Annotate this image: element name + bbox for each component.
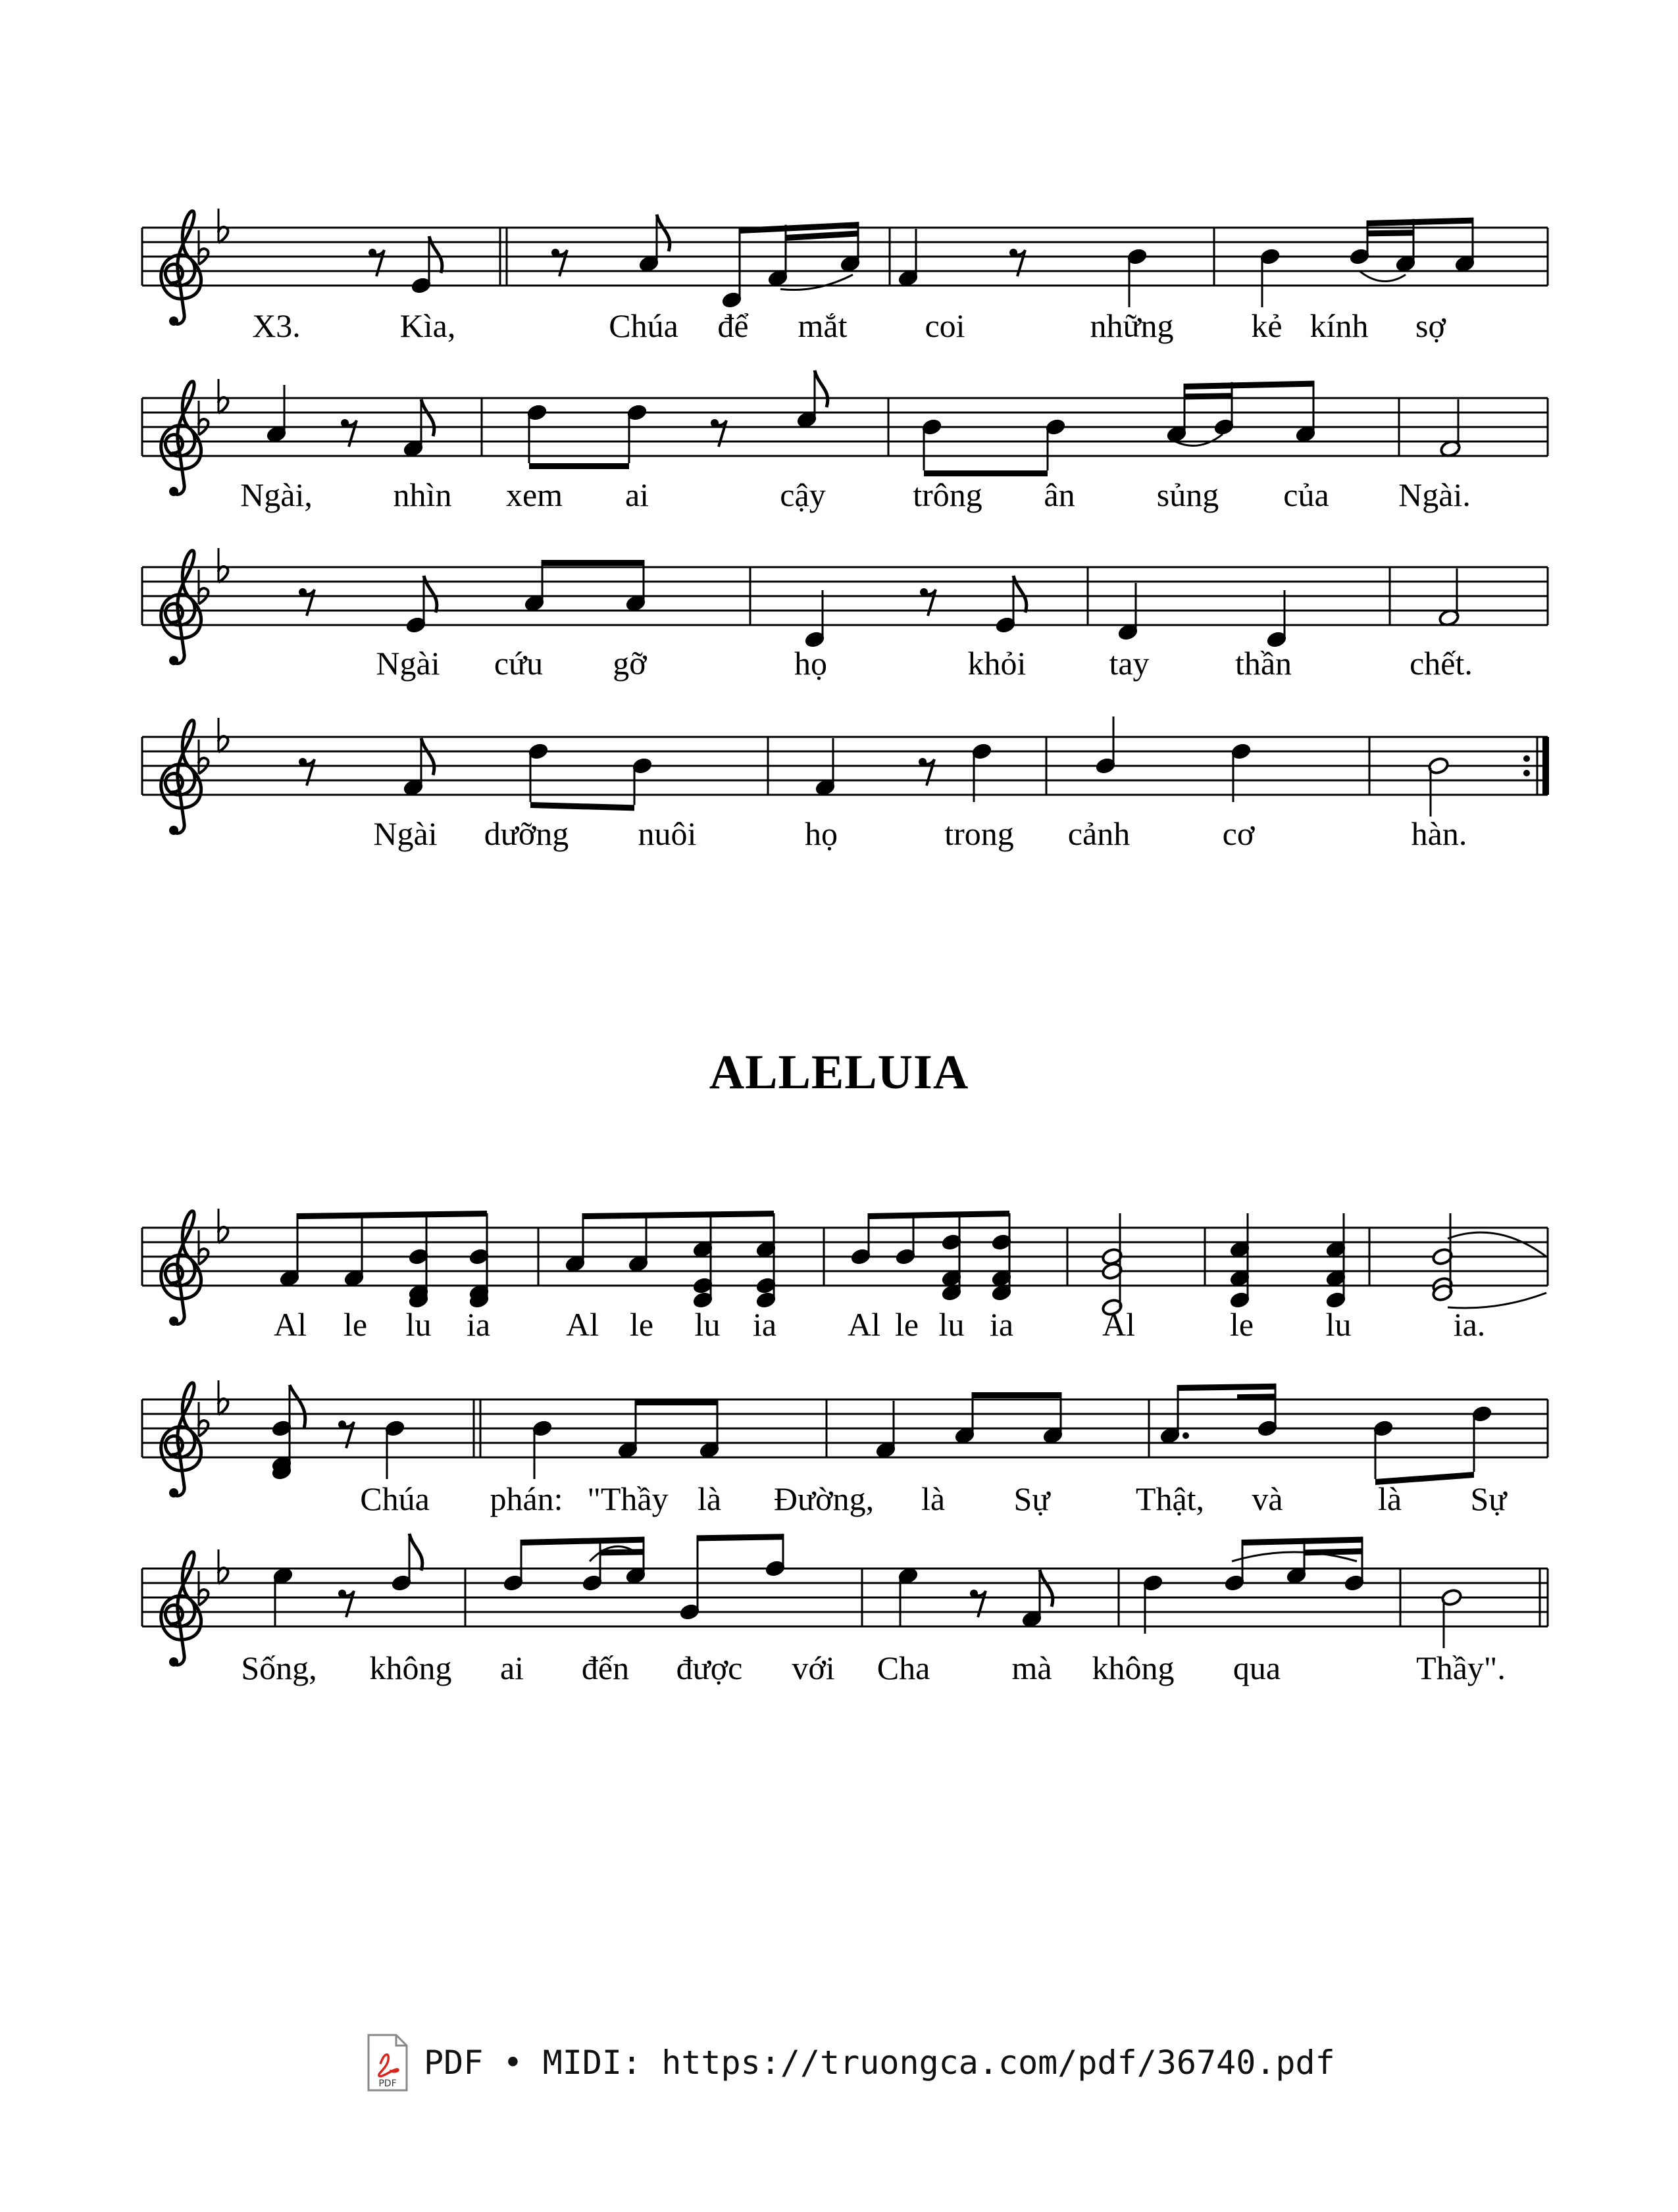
flat-e xyxy=(218,548,228,582)
repeat-barline-thick xyxy=(1542,737,1549,795)
note xyxy=(1471,1405,1492,1472)
note xyxy=(1285,1538,1307,1585)
lyric-syllable: cơ xyxy=(1222,815,1255,852)
note xyxy=(814,738,836,797)
note xyxy=(402,738,434,797)
pdf-file-icon xyxy=(366,2032,409,2093)
lyric-syllable: chết. xyxy=(1410,645,1473,682)
lyric-syllable: lu xyxy=(405,1306,432,1343)
eighth-rest xyxy=(338,1590,354,1617)
beam xyxy=(1367,230,1413,236)
eighth-rest xyxy=(341,419,357,447)
flat-e xyxy=(218,1380,228,1415)
beam xyxy=(1367,218,1473,226)
note xyxy=(581,1538,603,1592)
note xyxy=(698,1399,720,1459)
lyric-syllable: Al xyxy=(1102,1306,1135,1343)
note xyxy=(1343,1537,1365,1593)
note xyxy=(1223,1540,1245,1592)
flat-e xyxy=(218,1549,228,1584)
note xyxy=(1256,1384,1278,1438)
eighth-rest xyxy=(919,758,934,786)
flag xyxy=(290,1385,305,1428)
beam xyxy=(1178,1384,1275,1391)
beam xyxy=(297,1211,487,1219)
note xyxy=(1142,1574,1163,1634)
flat-e xyxy=(218,1209,228,1243)
beam xyxy=(924,470,1048,476)
lyric-syllable: không xyxy=(369,1649,452,1686)
footer-link[interactable] xyxy=(366,2026,1335,2099)
note xyxy=(1439,399,1461,458)
flat-b xyxy=(199,401,208,435)
note xyxy=(531,1419,553,1479)
lyric-syllable: nhìn xyxy=(393,476,452,513)
note xyxy=(678,1535,700,1621)
lyric-syllable: lu xyxy=(694,1306,721,1343)
lyric-syllable: Chúa xyxy=(360,1480,430,1517)
lyric-syllable: xem xyxy=(505,476,563,513)
lyric-syllable: le xyxy=(343,1306,368,1343)
lyric-syllable: Ngài xyxy=(376,645,440,682)
note xyxy=(875,1401,896,1459)
slur xyxy=(1448,1232,1546,1257)
lyric-syllable: mắt xyxy=(798,307,848,344)
note xyxy=(897,1567,919,1626)
flat-b xyxy=(199,1402,208,1436)
note xyxy=(265,385,287,443)
lyric-syllable: Al xyxy=(848,1306,880,1343)
note xyxy=(624,1537,646,1586)
note xyxy=(971,742,992,802)
lyric-syllable: Kìa, xyxy=(399,307,456,344)
lyric-syllable: với xyxy=(792,1649,835,1686)
lyric-syllable: Đường, xyxy=(773,1480,875,1517)
beam xyxy=(530,802,634,811)
section-title: ALLELUIA xyxy=(709,1045,969,1099)
lyric-syllable: để xyxy=(717,307,749,344)
eighth-rest xyxy=(970,1590,986,1617)
lyric-syllable: họ xyxy=(794,645,827,682)
beam xyxy=(1184,393,1232,399)
lyric-syllable: Ngài, xyxy=(240,476,313,513)
lyric-syllable: cứu xyxy=(494,645,544,682)
lyric-syllable: Thầy". xyxy=(1416,1649,1506,1686)
lyric-syllable: ân xyxy=(1044,476,1075,513)
lyric-syllable: Chúa xyxy=(609,307,678,344)
flat-b xyxy=(199,1571,208,1605)
flat-b xyxy=(199,570,208,604)
lyric-syllable: những xyxy=(1090,307,1174,344)
beam xyxy=(786,230,858,241)
repeat-dot xyxy=(1523,770,1530,776)
lyric-syllable: kính xyxy=(1309,307,1369,344)
eighth-rest xyxy=(711,419,726,447)
lyric-syllable: Sự xyxy=(1013,1480,1050,1517)
lyric-syllable: Sống, xyxy=(241,1649,317,1686)
lyric-syllable: ia xyxy=(752,1306,777,1343)
lyric-syllable: là xyxy=(921,1480,946,1517)
flat-b xyxy=(199,740,208,774)
beam xyxy=(1237,1394,1275,1400)
lyric-syllable: là xyxy=(1377,1480,1402,1517)
lyric-syllable: trong xyxy=(944,815,1014,852)
lyric-syllable: ai xyxy=(624,476,649,513)
lyric-syllable: Thật, xyxy=(1135,1480,1205,1517)
note xyxy=(1159,1385,1181,1445)
lyric-syllable: được xyxy=(676,1649,743,1686)
lyric-syllable: sủng xyxy=(1156,476,1219,513)
beam xyxy=(1242,1537,1362,1546)
lyric-syllable: phán: xyxy=(490,1480,563,1517)
note xyxy=(1259,247,1281,307)
lyric-syllable: trông xyxy=(913,476,982,513)
lyric-syllable: le xyxy=(1229,1306,1254,1343)
slur xyxy=(780,275,853,290)
beam xyxy=(529,463,629,469)
note xyxy=(839,222,861,273)
lyric-syllable: kẻ xyxy=(1251,307,1283,344)
lyric-syllable: lu xyxy=(938,1306,965,1343)
beam xyxy=(542,560,644,566)
note xyxy=(796,370,827,429)
note xyxy=(1427,757,1449,817)
repeat-dot xyxy=(1523,755,1530,762)
lyric-syllable: là xyxy=(697,1480,722,1517)
note xyxy=(803,590,825,649)
note xyxy=(626,403,648,463)
note xyxy=(1213,382,1234,436)
lyric-syllable: le xyxy=(629,1306,654,1343)
lyric-syllable: của xyxy=(1283,476,1329,513)
note xyxy=(1044,418,1066,470)
lyric-syllable: Sự xyxy=(1470,1480,1507,1517)
note xyxy=(1438,568,1460,627)
flat-b xyxy=(199,1230,208,1265)
lyric-syllable: gỡ xyxy=(613,645,647,682)
note xyxy=(1265,590,1287,649)
lyric-syllable: qua xyxy=(1233,1649,1281,1686)
lyric-syllable: hàn. xyxy=(1411,815,1467,852)
eighth-rest xyxy=(299,758,315,786)
note xyxy=(1094,716,1116,775)
lyric-syllable: sợ xyxy=(1415,307,1446,344)
note xyxy=(527,742,549,802)
footer-text[interactable]: PDF • MIDI: https://truongca.com/pdf/36740.pdf xyxy=(424,2044,1335,2082)
lyric-syllable: ai xyxy=(499,1649,524,1686)
slur xyxy=(1360,271,1406,282)
lyric-syllable: cậy xyxy=(780,476,826,513)
eighth-rest xyxy=(369,249,384,276)
lyric-syllable: mà xyxy=(1011,1649,1052,1686)
eighth-rest xyxy=(338,1420,354,1448)
lyric-syllable: thần xyxy=(1234,645,1292,682)
note xyxy=(1117,583,1138,641)
flat-e xyxy=(218,718,228,752)
lyric-syllable: X3. xyxy=(252,307,301,344)
lyric-syllable: nuôi xyxy=(638,815,697,852)
note xyxy=(384,1419,405,1479)
lyric-syllable: cảnh xyxy=(1067,815,1131,852)
lyric-syllable: lu xyxy=(1325,1306,1352,1343)
flat-e xyxy=(218,379,228,413)
beam xyxy=(869,1211,1009,1219)
note xyxy=(921,418,942,470)
lyric-syllable: khỏi xyxy=(967,645,1027,682)
lyric-syllable: đến xyxy=(581,1649,630,1686)
lyric-syllable: ia xyxy=(466,1306,491,1343)
note xyxy=(617,1399,638,1459)
lyric-syllable: và xyxy=(1252,1480,1283,1517)
lyric-syllable: Al xyxy=(566,1306,599,1343)
lyric-syllable: ia xyxy=(989,1306,1014,1343)
lyric-syllable: le xyxy=(894,1306,919,1343)
note xyxy=(1021,1570,1052,1628)
beam xyxy=(698,1534,783,1541)
lyric-syllable: Cha xyxy=(877,1649,930,1686)
note xyxy=(1454,218,1475,274)
pdf-icon-label: PDF xyxy=(378,2078,397,2089)
note xyxy=(1165,384,1187,443)
note xyxy=(272,1567,293,1626)
lyric-syllable: Ngài xyxy=(373,815,438,852)
flat-b xyxy=(199,230,208,264)
lyric-syllable: "Thầy xyxy=(587,1480,669,1517)
beam xyxy=(973,1392,1061,1398)
eighth-rest xyxy=(551,249,567,276)
note xyxy=(764,1534,786,1578)
beam xyxy=(636,1399,717,1405)
lyric-syllable: coi xyxy=(925,307,965,344)
dot xyxy=(1182,1432,1189,1439)
lyric-syllable: Al xyxy=(274,1306,307,1343)
beam xyxy=(521,1537,644,1546)
note xyxy=(721,228,742,309)
lyric-syllable: họ xyxy=(805,815,838,852)
note xyxy=(1230,742,1252,802)
eighth-rest xyxy=(920,588,936,616)
note xyxy=(897,229,919,288)
note xyxy=(1126,247,1148,307)
note xyxy=(638,214,669,273)
lyric-syllable: Ngài. xyxy=(1398,476,1471,513)
eighth-rest xyxy=(1009,249,1025,276)
note xyxy=(526,403,547,463)
beam xyxy=(583,1211,774,1219)
lyric-syllable: dưỡng xyxy=(484,815,569,852)
eighth-rest xyxy=(299,588,315,616)
lyric-syllable: ia. xyxy=(1453,1306,1486,1343)
note xyxy=(402,399,434,458)
beam xyxy=(1184,381,1313,390)
note xyxy=(502,1540,524,1592)
lyric-syllable: không xyxy=(1092,1649,1175,1686)
flat-e xyxy=(218,209,228,243)
lyric-syllable: tay xyxy=(1109,645,1150,682)
note xyxy=(1372,1419,1394,1479)
note xyxy=(1440,1588,1462,1648)
